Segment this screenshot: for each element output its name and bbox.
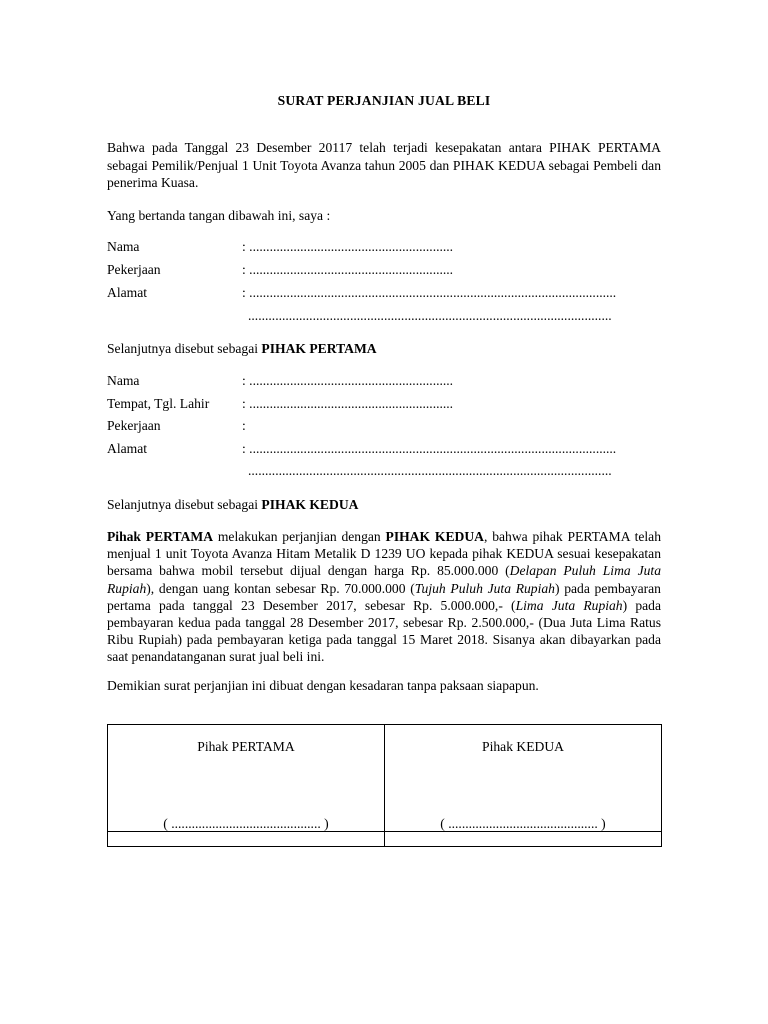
first-party-name-label: Nama	[107, 239, 140, 254]
signature-empty-cell-left	[108, 832, 385, 847]
agreement-italic-7: Tujuh Puluh Juta Rupiah	[414, 580, 555, 596]
first-party-closing	[107, 340, 377, 357]
first-party-address-cont: ...........................................................................................................	[248, 308, 612, 323]
agreement-text-2: melakukan perjanjian dengan	[213, 529, 386, 544]
second-party-birth-label: Tempat, Tgl. Lahir	[107, 396, 210, 411]
second-party-name-label: Nama	[107, 373, 140, 388]
first-party-address-label: Alamat	[107, 285, 148, 300]
document-title: SURAT PERJANJIAN JUAL BELI	[277, 93, 491, 108]
signature-cell-first	[108, 725, 385, 832]
second-party-closing	[107, 496, 358, 513]
signature-table	[107, 724, 662, 847]
agreement-bold-1: Pihak PERTAMA	[107, 529, 214, 544]
signature-first-title: Pihak PERTAMA	[197, 739, 295, 754]
second-party-address-cont: ...........................................................................................................	[248, 463, 612, 478]
agreement-text-10: ) pada pembayaran kedua pada tanggal 28 Desember 2017, sebesar Rp. 2.500.000,- (Dua Juta Lima Ratus Ribu Rupiah) pada pembayaran ketiga pada tanggal 15 Maret 2018. Sisanya akan dibayarkan pada saat penandatanganan surat jual beli ini.	[107, 597, 661, 665]
signature-first-name: ( ............................................ )	[163, 816, 329, 831]
second-party-closing-prefix: Selanjutnya disebut sebagai	[107, 497, 262, 512]
second-party-name-value: : ............................................................	[242, 373, 454, 388]
signature-second-title: Pihak KEDUA	[482, 739, 564, 754]
agreement-text-6: ), dengan uang kontan sebesar Rp. 70.000.000 (	[146, 580, 415, 596]
first-party-job-label: Pekerjaan	[107, 262, 161, 277]
intro-paragraph: Bahwa pada Tanggal 23 Desember 20117 telah terjadi kesepakatan antara PIHAK PERTAMA sebagai Pemilik/Penjual 1 Unit Toyota Avanza tahun 2005 dan PIHAK KEDUA sebagai Pembeli dan penerima Kuasa.	[107, 140, 661, 190]
closing-statement: Demikian surat perjanjian ini dibuat dengan kesadaran tanpa paksaan siapapun.	[107, 678, 539, 693]
agreement-text-4: , bahwa pihak PERTAMA telah menjual 1 unit Toyota Avanza Hitam Metalik D 1239 UO kepada pihak KEDUA sesuai kesepakatan bersama bahwa mobil tersebut dijual dengan harga Rp. 85.000.000 (	[107, 529, 661, 579]
second-party-job-value: :	[242, 418, 246, 433]
agreement-text-8: ) pada pembayaran pertama pada tanggal 23 Desember 2017, sebesar Rp. 5.000.000,- (	[107, 580, 661, 613]
second-party-job-label: Pekerjaan	[107, 418, 161, 433]
agreement-italic-9: Lima Juta Rupiah	[515, 597, 623, 613]
first-party-closing-prefix: Selanjutnya disebut sebagai	[107, 341, 262, 356]
second-party-closing-bold: PIHAK KEDUA	[261, 497, 359, 512]
signature-empty-cell-right	[385, 832, 662, 847]
second-party-address-label: Alamat	[107, 441, 148, 456]
agreement-bold-3: PIHAK KEDUA	[385, 529, 484, 544]
first-party-job-value: : ............................................................	[242, 262, 454, 277]
second-party-birth-value: : ............................................................	[242, 396, 454, 411]
agreement-paragraph	[107, 528, 661, 666]
first-party-name-value: : ............................................................	[242, 239, 454, 254]
signature-cell-second	[385, 725, 662, 832]
signed-intro: Yang bertanda tangan dibawah ini, saya :	[107, 208, 331, 223]
first-party-address-value: : ............................................................................................................	[242, 285, 617, 300]
second-party-address-value: : ............................................................................................................	[242, 441, 617, 456]
agreement-italic-5: Delapan Puluh Lima Juta Rupiah	[107, 563, 661, 596]
signature-second-name: ( ............................................ )	[440, 816, 606, 831]
first-party-closing-bold: PIHAK PERTAMA	[261, 341, 377, 356]
